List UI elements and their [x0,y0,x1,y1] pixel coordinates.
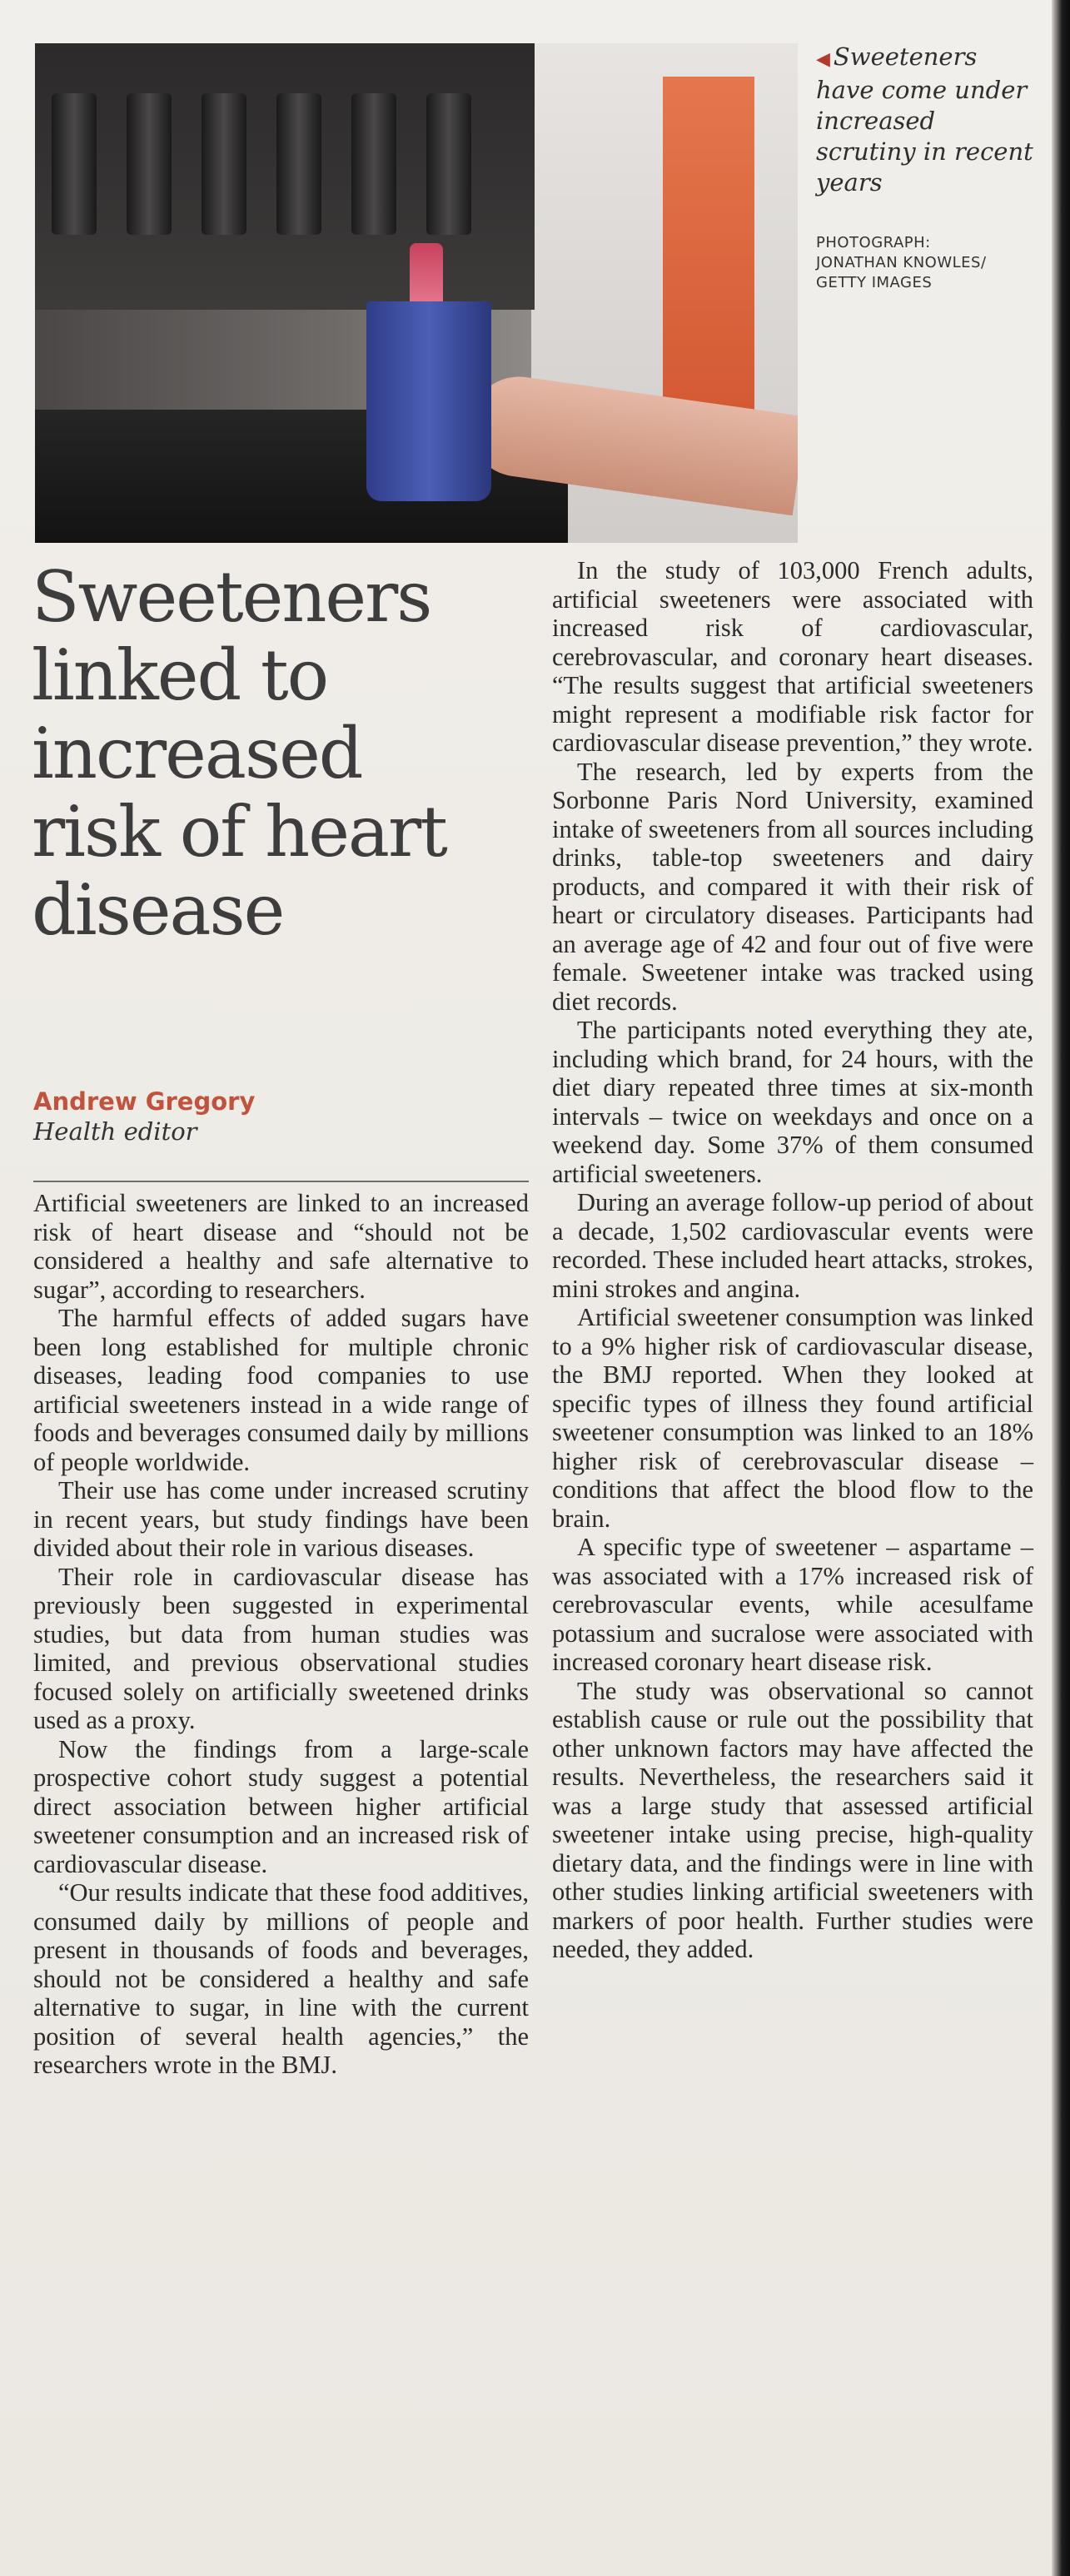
headline-line: disease [32,869,284,951]
article-photo [35,43,798,543]
paragraph: Their use has come under increased scrutiny in recent years, but study findings have been divided about their role in various diseases. [33,1476,529,1562]
author-role: Health editor [33,1117,197,1146]
drink-stream [410,243,443,310]
headline-line: linked to [32,634,328,716]
byline-divider [33,1181,529,1182]
headline [32,558,531,949]
caption-text: Sweeteners have come under increased scrutiny in recent years [816,42,1033,196]
paragraph: In the study of 103,000 French adults, artificial sweeteners were associated with increased risk of cardiovascular, cerebrovascular, and coronary heart diseases. “The results suggest that artificial sweeteners might represent a modifiable risk factor for cardiovascular disease prevention,” they wrote. [552,556,1033,757]
paper-cup [366,301,491,501]
dispenser-tap [52,93,97,235]
dispenser-tap [202,93,246,235]
byline [33,1087,533,1146]
credit-line: GETTY IMAGES [816,274,933,291]
body-column-1 [33,1189,529,2080]
paragraph: Their role in cardiovascular disease has previously been suggested in experimental studies, but data from human studies was limited, and previous observational studies focused solely on artificially sweetened drinks used as a proxy. [33,1562,529,1734]
author-name: Andrew Gregory [33,1087,256,1116]
headline-line: risk of heart [32,791,446,873]
credit-line: JONATHAN KNOWLES/ [816,254,987,271]
dispenser-tap [351,93,396,235]
dispenser-tap [276,93,321,235]
headline-line: Sweeteners [32,556,431,638]
paragraph: The harmful effects of added sugars have been long established for multiple chronic diseases, leading food companies to use artificial sweeteners instead in a wide range of foods and beverages consumed daily by millions of people worldwide. [33,1304,529,1476]
dispenser-tap [426,93,471,235]
headline-line: increased [32,713,362,794]
photo-orange-panel [663,77,754,410]
paragraph: The participants noted everything they ate, including which brand, for 24 hours, with the diet diary repeated three times at six-month intervals – twice on weekdays and once on a weekend day. Some 37% of them consumed artificial sweeteners. [552,1016,1033,1188]
caption-pointer-icon: ◀ [816,49,830,70]
dispenser-tap [127,93,172,235]
photo-credit [816,233,1041,293]
photo-caption [816,42,1041,198]
body-column-2 [552,556,1033,1964]
paragraph: Artificial sweeteners are linked to an increased risk of heart disease and “should not be considered a healthy and safe alternative to sugar”, according to researchers. [33,1189,529,1304]
paragraph: During an average follow-up period of about a decade, 1,502 cardiovascular events were recorded. These included heart attacks, strokes, mini strokes and angina. [552,1188,1033,1303]
paragraph: Now the findings from a large-scale prospective cohort study suggest a potential direct association between higher artificial sweetener consumption and an increased risk of cardiovascular disease. [33,1734,529,1878]
paragraph: “Our results indicate that these food additives, consumed daily by millions of people and present in thousands of foods and beverages, should not be considered a healthy and safe alternative to sugar, in line with the current position of several health agencies,” the researchers wrote in the BMJ. [33,1878,529,2079]
paragraph: A specific type of sweetener – aspartame – was associated with a 17% increased risk of cerebrovascular events, while acesulfame potassium and sucralose were associated with increased coronary heart disease risk. [552,1533,1033,1676]
paragraph: The research, led by experts from the Sorbonne Paris Nord University, examined intake of sweeteners from all sources including drinks, table-top sweeteners and dairy products, and compared it with their risk of heart or circulatory diseases. Participants had an average age of 42 and four out of five were female. Sweetener intake was tracked using diet records. [552,757,1033,1016]
paragraph: Artificial sweetener consumption was linked to a 9% higher risk of cardiovascular disease, the BMJ reported. When they looked at specific types of illness they found artificial sweetener consumption was linked to an 18% higher risk of cerebrovascular disease – conditions that affect the blood flow to the brain. [552,1303,1033,1533]
page-edge [1052,0,1070,2576]
paragraph: The study was observational so cannot establish cause or rule out the possibility that other unknown factors may have affected the results. Nevertheless, the researchers said it was a large study that assessed artificial sweetener intake using precise, high-quality dietary data, and the findings were in line with other studies linking artificial sweeteners with markers of poor health. Further studies were needed, they added. [552,1676,1033,1963]
credit-line: PHOTOGRAPH: [816,234,931,251]
